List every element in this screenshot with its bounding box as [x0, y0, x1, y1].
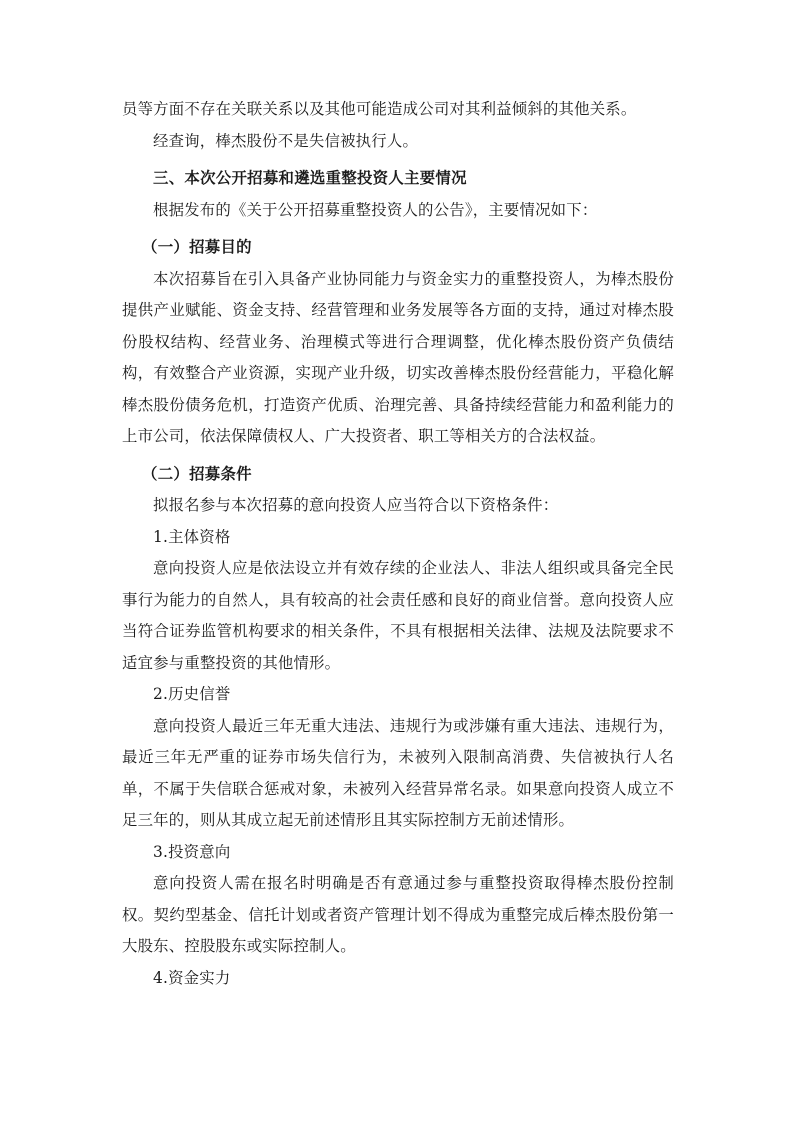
paragraph-continued: 员等方面不存在关联关系以及其他可能造成公司对其利益倾斜的其他关系。: [122, 100, 637, 118]
item-title-4: 4.资金实力: [153, 968, 231, 987]
section-heading-3: 三、本次公开招募和遴选重整投资人主要情况: [153, 169, 467, 187]
item-title-1: 1.主体资格: [153, 527, 231, 546]
paragraph-dishonesty-check: 经查询，棒杰股份不是失信被执行人。: [153, 131, 419, 150]
item-text-2: 意向投资人最近三年无重大违法、违规行为或涉嫌有重大违法、违规行为，最近三年无严重的证券市场失信行为，未被列入限制高消费、失信被执行人名单，不属于失信联合惩戒对象，未被列入经营异常名录。如果意向投资人成立不足三年的，则从其成立起无前述情形且其实际控制方无前述情形。: [122, 716, 674, 829]
subheading-conditions: （二）招募条件: [142, 464, 252, 483]
item-text-3: 意向投资人需在报名时明确是否有意通过参与重整投资取得棒杰股份控制权。契约型基金、信托计划或者资产管理计划不得成为重整完成后棒杰股份第一大股东、控股股东或实际控制人。: [122, 874, 674, 955]
paragraph-purpose: 本次招募旨在引入具备产业协同能力与资金实力的重整投资人，为棒杰股份提供产业赋能、资金支持、经营管理和业务发展等各方面的支持，通过对棒杰股份股权结构、经营业务、治理模式等进行合理调整，优化棒杰股份资产负债结构，有效整合产业资源，实现产业升级，切实改善棒杰股份经营能力，平稳化解棒杰股份债务危机，打造资产优质、治理完善、具备持续经营能力和盈利能力的上市公司，依法保障债权人、广大投资者、职工等相关方的合法权益。: [122, 269, 674, 445]
item-text-1: 意向投资人应是依法设立并有效存续的企业法人、非法人组织或具备完全民事行为能力的自然人，具有较高的社会责任感和良好的商业信誉。意向投资人应当符合证券监管机构要求的相关条件，不具有根据相关法律、法规及法院要求不适宜参与重整投资的其他情形。: [122, 559, 674, 672]
item-title-2: 2.历史信誉: [153, 685, 231, 703]
item-title-3: 3.投资意向: [153, 842, 231, 861]
paragraph-conditions: 拟报名参与本次招募的意向投资人应当符合以下资格条件：: [153, 496, 559, 514]
subheading-purpose: （一）招募目的: [142, 238, 252, 256]
document-body: [122, 94, 674, 994]
paragraph-intro: 根据发布的《关于公开招募重整投资人的公告》，主要情况如下：: [153, 200, 598, 219]
